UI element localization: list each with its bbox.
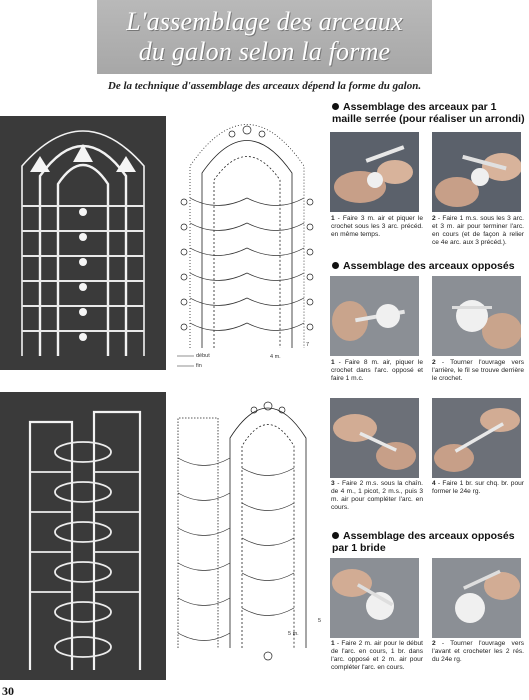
step-photo-s3-2 (432, 558, 521, 638)
crochet-photo-opposed (0, 392, 166, 680)
section-3-heading: Assemblage des arceaux opposés par 1 bride (332, 530, 515, 554)
title-banner (97, 0, 432, 74)
step-photo-s1-1 (330, 132, 419, 212)
caption-s1-1: 1 - Faire 3 m. air et piquer le crochet sous les 3 arc. précéd. en même temps. (331, 215, 423, 238)
section-1-heading: Assemblage des arceaux par 1 maille serrée (pour réaliser un arrondi) (332, 101, 525, 125)
caption-s2-3: 3 - Faire 2 m.s. sous la chaîn. de 4 m., 1 picot, 2 m.s., puis 3 m. air pour compléter l'arc. en cours. (331, 480, 423, 511)
diagram-top-chain-label: 4 m. (270, 354, 281, 360)
step-photo-s3-1 (330, 558, 419, 638)
step-photo-s2-4 (432, 398, 521, 478)
caption-s2-2: 2 - Tourner l'ouvrage vers l'arrière, le fil se trouve derrière le crochet. (432, 359, 524, 382)
diagram-top-end-label: fin (196, 363, 202, 369)
diagram-bottom-end-number: 5 (318, 618, 322, 624)
crochet-diagram-rounded (172, 118, 322, 378)
caption-s1-2: 2 - Faire 1 m.s. sous les 3 arc. et 3 m. air pour terminer l'arc. en cours (et de façon à relier ce 4e arc. aux 3 précéd.). (432, 215, 524, 246)
caption-s3-1: 1 - Faire 2 m. air pour le début de l'arc. en cours, 1 br. dans l'arc. opposé et 2 m. air pour compléter l'arc. en cours. (331, 640, 423, 671)
page-number: 30 (2, 684, 14, 698)
step-photo-s1-2 (432, 132, 521, 212)
section-2-heading: Assemblage des arceaux opposés (332, 260, 527, 272)
caption-s2-1: 1 - Faire 8 m. air, piquer le crochet dans l'arc. opposé et faire 1 m.c. (331, 359, 423, 382)
title-line-1: L'assemblage des arceaux (126, 7, 403, 36)
caption-s2-4: 4 - Faire 1 br. sur chq. br. pour former le 24e rg. (432, 480, 524, 495)
title-line-2: du galon selon la forme (138, 37, 391, 66)
diagram-top-end-number: 7 (306, 342, 310, 348)
crochet-photo-rounded (0, 116, 166, 370)
bullet-icon (332, 103, 339, 110)
crochet-diagram-opposed (168, 398, 328, 668)
step-photo-s2-1 (330, 276, 419, 356)
step-photo-s2-3 (330, 398, 419, 478)
diagram-bottom-chain-label: 5 m. (288, 631, 299, 637)
step-photo-s2-2 (432, 276, 521, 356)
diagram-top-start-label: début (196, 353, 210, 359)
bullet-icon (332, 532, 339, 539)
caption-s3-2: 2 - Tourner l'ouvrage vers l'avant et crocheter les 2 rés. du 24e rg. (432, 640, 524, 663)
intro-text: De la technique d'assemblage des arceaux dépend la forme du galon. (107, 80, 422, 92)
bullet-icon (332, 262, 339, 269)
